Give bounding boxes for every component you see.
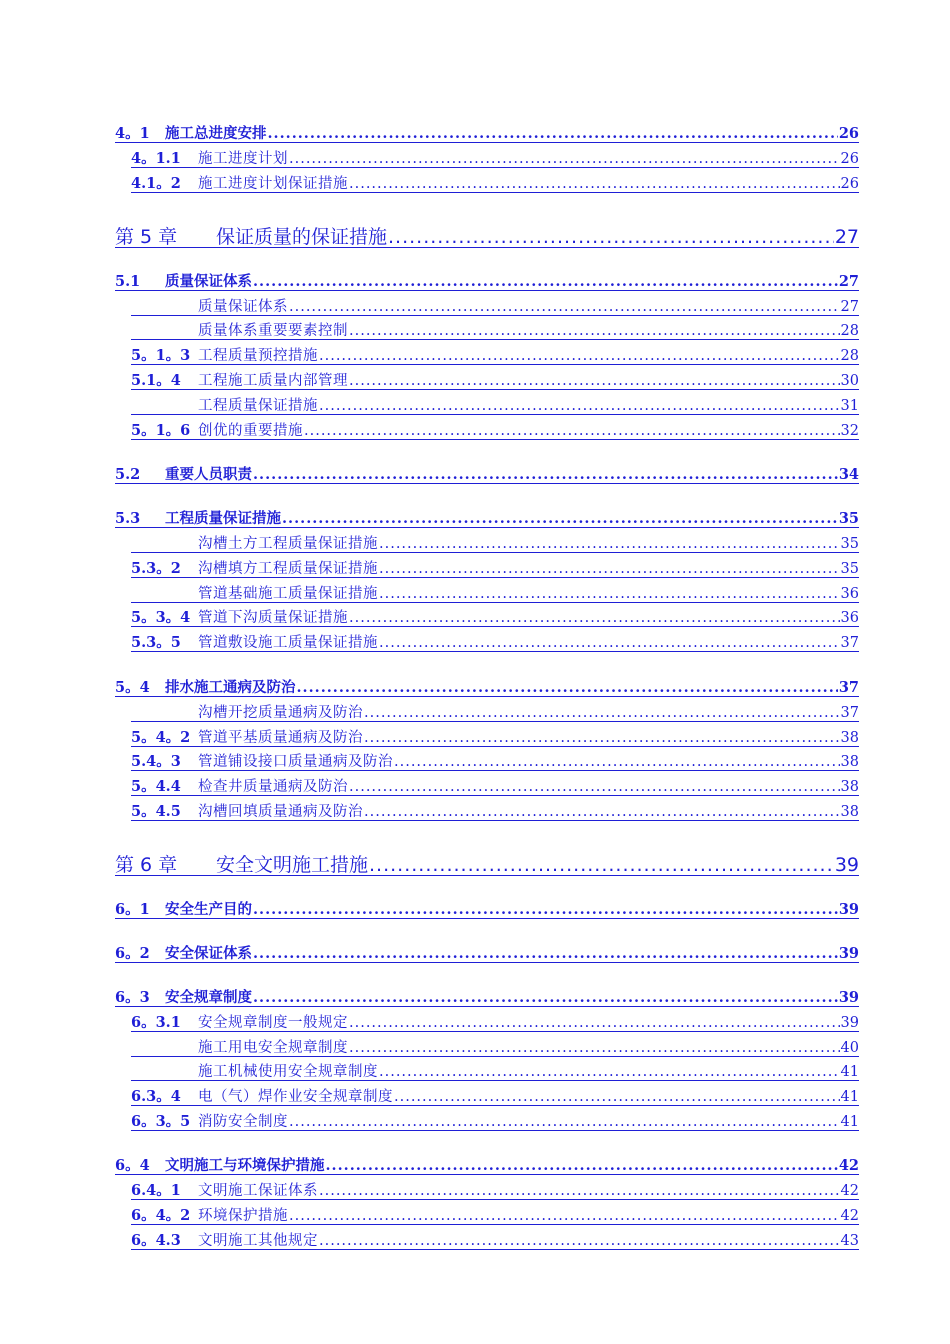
toc-dot-leader: [349, 611, 840, 626]
toc-entry-title: 安全规章制度一般规定: [198, 1015, 348, 1031]
toc-entry-title: 安全文明施工措施: [216, 854, 369, 876]
toc-dot-leader: [349, 1041, 840, 1056]
toc-entry-number: 6.3。4: [131, 1088, 181, 1105]
toc-entry-title: 安全规章制度: [165, 989, 252, 1006]
toc-entry-title: 管道敷设施工质量保证措施: [198, 635, 378, 651]
toc-entry-page-number: 38: [840, 779, 859, 795]
toc-entry-number: 4。1.1: [131, 150, 181, 167]
toc-entry-number: 5。3。4: [131, 609, 191, 626]
toc-entry-title: 文明施工与环境保护措施: [165, 1157, 325, 1174]
toc-entry[interactable]: [115, 228, 859, 248]
toc-entry-title: 工程施工质量内部管理: [198, 373, 348, 389]
toc-entry[interactable]: [131, 1090, 859, 1106]
toc-dot-leader: [349, 780, 840, 795]
toc-entry-number: 6。3。5: [131, 1113, 191, 1130]
toc-dot-leader: [388, 228, 834, 247]
toc-entry-page-number: 38: [840, 730, 859, 746]
toc-entry[interactable]: [131, 1016, 859, 1032]
toc-dot-leader: [349, 1016, 840, 1031]
toc-entry[interactable]: [131, 587, 859, 603]
toc-entry-number: 5.3: [115, 510, 141, 527]
toc-dot-leader: [253, 991, 838, 1006]
toc-entry-page-number: 39: [838, 989, 859, 1006]
toc-entry-page-number: 28: [840, 348, 859, 364]
toc-entry[interactable]: [131, 399, 859, 415]
toc-entry-page-number: 26: [840, 151, 859, 167]
toc-dot-leader: [319, 1184, 840, 1199]
toc-entry-number: 5。1。6: [131, 422, 191, 439]
toc-entry-number: 5。4: [115, 679, 150, 696]
toc-entry-page-number: 37: [840, 635, 859, 651]
toc-entry-page-number: 42: [838, 1157, 859, 1174]
toc-dot-leader: [253, 468, 838, 483]
toc-entry-title: 安全生产目的: [165, 901, 252, 918]
toc-dot-leader: [289, 152, 840, 167]
toc-entry[interactable]: [115, 991, 859, 1007]
toc-entry-title: 创优的重要措施: [198, 423, 303, 439]
toc-entry-title: 施工机械使用安全规章制度: [198, 1064, 378, 1080]
toc-entry-title: 管道下沟质量保证措施: [198, 610, 348, 626]
toc-dot-leader: [349, 324, 840, 339]
toc-entry-title: 工程质量保证措施: [165, 510, 281, 527]
toc-entry-page-number: 27: [840, 299, 859, 315]
toc-entry-page-number: 39: [838, 901, 859, 918]
toc-entry-page-number: 36: [840, 610, 859, 626]
toc-dot-leader: [349, 374, 840, 389]
toc-dot-leader: [394, 1090, 840, 1105]
toc-entry[interactable]: [131, 562, 859, 578]
toc-entry-number: 6。1: [115, 901, 150, 918]
toc-dot-leader: [364, 805, 840, 820]
toc-entry-title: 环境保护措施: [198, 1208, 288, 1224]
toc-entry-title: 电（气）焊作业安全规章制度: [198, 1089, 393, 1105]
toc-entry-number: 4.1。2: [131, 175, 181, 192]
toc-entry[interactable]: [131, 780, 859, 796]
toc-entry-title: 管道铺设接口质量通病及防治: [198, 754, 393, 770]
toc-dot-leader: [297, 681, 838, 696]
toc-dot-leader: [394, 755, 840, 770]
toc-entry[interactable]: [131, 611, 859, 627]
toc-dot-leader: [304, 424, 840, 439]
toc-dot-leader: [253, 903, 838, 918]
toc-entry[interactable]: [115, 512, 859, 528]
toc-entry-title: 沟槽土方工程质量保证措施: [198, 536, 378, 552]
toc-entry[interactable]: [131, 1065, 859, 1081]
toc-entry[interactable]: [115, 856, 859, 876]
toc-dot-leader: [253, 275, 838, 290]
toc-entry-title: 消防安全制度: [198, 1114, 288, 1130]
toc-entry[interactable]: [131, 1115, 859, 1131]
toc-dot-leader: [268, 127, 838, 142]
toc-dot-leader: [379, 636, 840, 651]
toc-entry[interactable]: [115, 1159, 859, 1175]
toc-dot-leader: [326, 1159, 838, 1174]
toc-entry-page-number: 39: [840, 1015, 859, 1031]
toc-entry-page-number: 40: [840, 1040, 859, 1056]
toc-entry[interactable]: [131, 1209, 859, 1225]
toc-entry-number: 6。4。2: [131, 1207, 191, 1224]
toc-entry[interactable]: [131, 731, 859, 747]
toc-entry-number: 第 5 章: [115, 226, 178, 248]
toc-entry-title: 施工进度计划: [198, 151, 288, 167]
toc-entry-page-number: 34: [838, 466, 859, 483]
toc-dot-leader: [282, 512, 838, 527]
toc-entry[interactable]: [131, 805, 859, 821]
toc-entry-title: 文明施工保证体系: [198, 1183, 318, 1199]
toc-entry-page-number: 41: [840, 1064, 859, 1080]
toc-entry-page-number: 41: [840, 1114, 859, 1130]
toc-entry-number: 5。4。2: [131, 729, 191, 746]
toc-entry[interactable]: [115, 275, 859, 291]
toc-entry-title: 重要人员职责: [165, 466, 252, 483]
toc-entry[interactable]: [131, 300, 859, 316]
toc-entry-title: 施工总进度安排: [165, 125, 267, 142]
toc-entry[interactable]: [131, 636, 859, 652]
toc-entry-number: 5。4.5: [131, 803, 181, 820]
toc-entry-page-number: 39: [838, 945, 859, 962]
toc-entry-number: 4。1: [115, 125, 150, 142]
toc-entry[interactable]: [115, 127, 859, 143]
toc-dot-leader: [289, 1115, 840, 1130]
toc-entry-title: 沟槽开挖质量通病及防治: [198, 705, 363, 721]
toc-entry-page-number: 42: [840, 1208, 859, 1224]
toc-entry-page-number: 26: [838, 125, 859, 142]
toc-dot-leader: [289, 1209, 840, 1224]
toc-entry[interactable]: [115, 903, 859, 919]
toc-entry-page-number: 35: [840, 536, 859, 552]
toc-entry-page-number: 42: [840, 1183, 859, 1199]
toc-entry[interactable]: [131, 349, 859, 365]
toc-dot-leader: [379, 1065, 840, 1080]
toc-entry-title: 质量体系重要要素控制: [198, 323, 348, 339]
toc-entry[interactable]: [131, 755, 859, 771]
toc-dot-leader: [319, 1234, 840, 1249]
toc-entry-number: 5.4。3: [131, 753, 181, 770]
toc-entry-number: 6.4。1: [131, 1182, 181, 1199]
toc-entry-page-number: 36: [840, 586, 859, 602]
toc-dot-leader: [349, 177, 840, 192]
toc-entry[interactable]: [131, 1234, 859, 1250]
toc-entry-title: 管道基础施工质量保证措施: [198, 586, 378, 602]
toc-dot-leader: [319, 399, 840, 414]
toc-entry-page-number: 27: [838, 273, 859, 290]
toc-entry-page-number: 35: [838, 510, 859, 527]
toc-entry-title: 质量保证体系: [198, 299, 288, 315]
toc-entry-title: 质量保证体系: [165, 273, 252, 290]
toc-entry-title: 文明施工其他规定: [198, 1233, 318, 1249]
toc-entry[interactable]: [131, 324, 859, 340]
toc-entry-page-number: 41: [840, 1089, 859, 1105]
toc-entry[interactable]: [131, 374, 859, 390]
toc-entry-page-number: 31: [840, 398, 859, 414]
toc-dot-leader: [253, 947, 838, 962]
toc-entry-title: 工程质量预控措施: [198, 348, 318, 364]
toc-entry-title: 施工进度计划保证措施: [198, 176, 348, 192]
toc-entry[interactable]: [131, 1184, 859, 1200]
toc-entry[interactable]: [131, 537, 859, 553]
toc-entry-page-number: 27: [834, 226, 859, 248]
toc-entry-page-number: 38: [840, 804, 859, 820]
toc-entry[interactable]: [115, 947, 859, 963]
toc-dot-leader: [379, 587, 840, 602]
toc-entry-page-number: 38: [840, 754, 859, 770]
toc-entry-title: 保证质量的保证措施: [216, 226, 388, 248]
toc-dot-leader: [364, 706, 840, 721]
toc-entry[interactable]: [131, 424, 859, 440]
toc-entry-page-number: 28: [840, 323, 859, 339]
toc-entry[interactable]: [115, 681, 859, 697]
toc-entry-title: 管道平基质量通病及防治: [198, 730, 363, 746]
toc-dot-leader: [364, 731, 840, 746]
toc-entry[interactable]: [131, 152, 859, 168]
toc-entry-number: 5。4.4: [131, 778, 181, 795]
toc-entry-page-number: 35: [840, 561, 859, 577]
toc-entry[interactable]: [131, 1041, 859, 1057]
toc-entry-title: 检查井质量通病及防治: [198, 779, 348, 795]
toc-entry[interactable]: [115, 468, 859, 484]
toc-entry-number: 5.1。4: [131, 372, 181, 389]
toc-dot-leader: [369, 856, 834, 875]
toc-entry-page-number: 39: [834, 854, 859, 876]
toc-dot-leader: [319, 349, 840, 364]
toc-dot-leader: [379, 537, 840, 552]
toc-entry-number: 6。4: [115, 1157, 150, 1174]
toc-dot-leader: [289, 300, 840, 315]
toc-entry-number: 5.2: [115, 466, 141, 483]
toc-entry[interactable]: [131, 706, 859, 722]
toc-entry-page-number: 37: [838, 679, 859, 696]
toc-entry-page-number: 32: [840, 423, 859, 439]
toc-entry-number: 5.3。2: [131, 560, 181, 577]
toc-entry-number: 5.3。5: [131, 634, 181, 651]
toc-entry-number: 6。3: [115, 989, 150, 1006]
toc-entry-title: 施工用电安全规章制度: [198, 1040, 348, 1056]
toc-entry-page-number: 37: [840, 705, 859, 721]
toc-entry-number: 6。4.3: [131, 1232, 181, 1249]
toc-entry-title: 安全保证体系: [165, 945, 252, 962]
toc-entry-title: 沟槽回填质量通病及防治: [198, 804, 363, 820]
toc-entry-number: 5。1。3: [131, 347, 191, 364]
toc-entry-page-number: 43: [840, 1233, 859, 1249]
toc-entry-number: 第 6 章: [115, 854, 178, 876]
toc-entry-page-number: 30: [840, 373, 859, 389]
toc-entry-number: 6。2: [115, 945, 150, 962]
toc-entry-number: 5.1: [115, 273, 141, 290]
toc-entry-title: 工程质量保证措施: [198, 398, 318, 414]
toc-entry-page-number: 26: [840, 176, 859, 192]
toc-entry-number: 6。3.1: [131, 1014, 181, 1031]
toc-dot-leader: [379, 562, 840, 577]
toc-entry[interactable]: [131, 177, 859, 193]
toc-entry-title: 沟槽填方工程质量保证措施: [198, 561, 378, 577]
toc-entry-title: 排水施工通病及防治: [165, 679, 296, 696]
